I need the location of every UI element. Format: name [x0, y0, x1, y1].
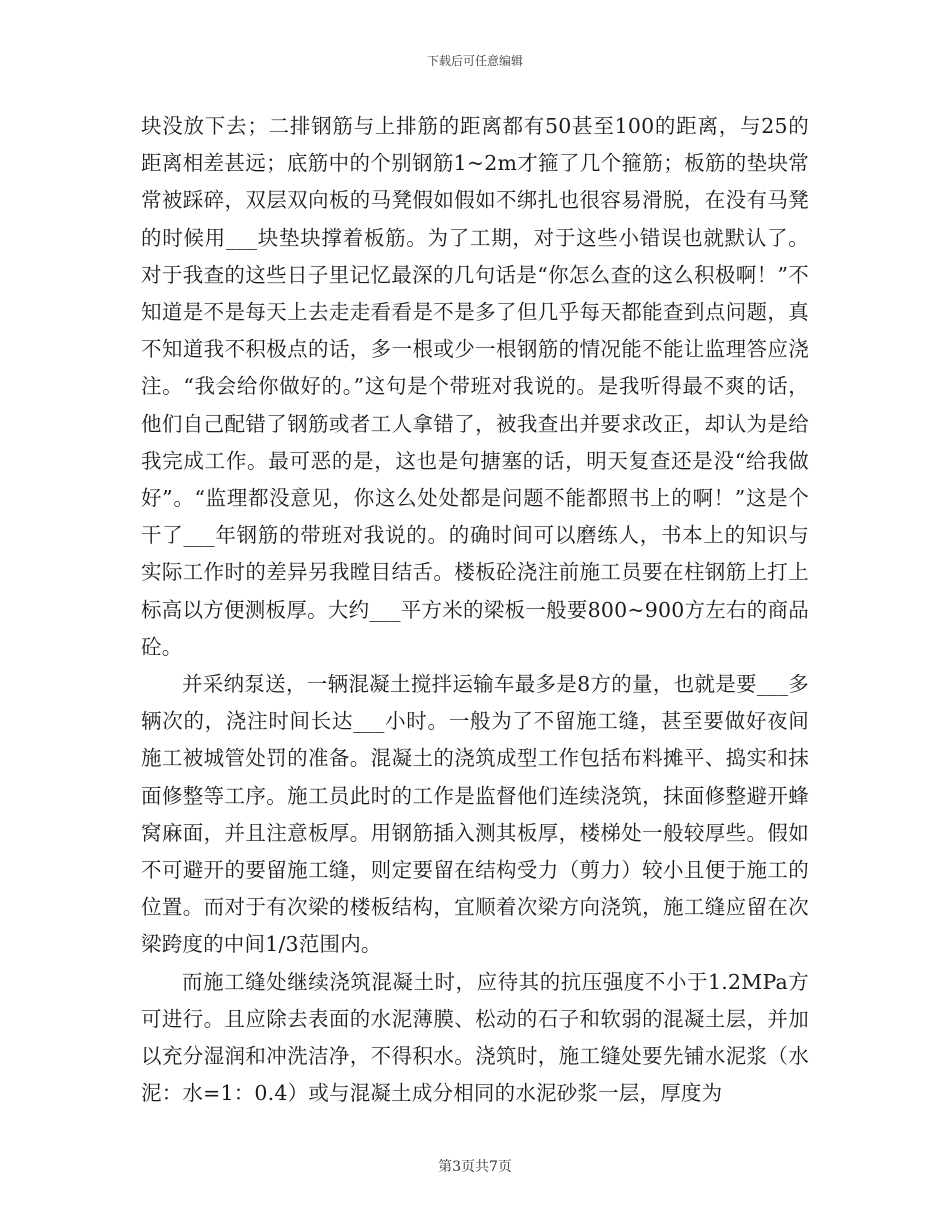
paragraph-2: 并采纳泵送，一辆混凝土搅拌运输车最多是8方的量，也就是要___多辆次的，浇注时间长达___小时。一般为了不留施工缝，甚至要做好夜间施工被城管处罚的准备。混凝土的浇筑成型工作包括布料摊平、捣实和抹面修整等工序。施工员此时的工作是监督他们连续浇筑，抹面修整避开蜂窝麻面，并且注意板厚。用钢筋插入测其板厚，楼梯处一般较厚些。假如不可避开的要留施工缝，则定要留在结构受力（剪力）较小且便于施工的位置。而对于有次梁的楼板结构，宜顺着次梁方向浇筑，施工缝应留在次梁跨度的中间1/3范围内。: [141, 672, 809, 957]
page-footer: 第3页共7页: [438, 1159, 512, 1175]
page-header: 下载后可任意编辑: [426, 54, 523, 68]
paragraph-1: 块没放下去；二排钢筋与上排筋的距离都有50甚至100的距离，与25的距离相差甚远；底筋中的个别钢筋1~2m才箍了几个箍筋；板筋的垫块常常被踩碎，双层双向板的马凳假如假如不绑扎也很容易滑脱，在没有马凳的时候用___块垫块撑着板筋。为了工期，对于这些小错误也就默认了。对于我查的这些日子里记忆最深的几句话是“你怎么查的这么积极啊！”不知道是不是每天上去走走看看是不是多了但几乎每天都能查到点问题，真不知道我不积极点的话，多一根或少一根钢筋的情况能不能让监理答应浇注。“我会给你做好的。”这句是个带班对我说的。是我听得最不爽的话，他们自己配错了钢筋或者工人拿错了，被我查出并要求改正，却认为是给我完成工作。最可恶的是，这也是句搪塞的话，明天复查还是没“给我做好”。“监理都没意见，你这么处处都是问题不能都照书上的啊！”这是个干了___年钢筋的带班对我说的。的确时间可以磨练人，书本上的知识与实际工作时的差异另我瞠目结舌。楼板砼浇注前施工员要在柱钢筋上打上标高以方便测板厚。大约___平方米的梁板一般要800~900方左右的商品砼。: [141, 114, 809, 659]
paragraph-3: 而施工缝处继续浇筑混凝土时，应待其的抗压强度不小于1.2MPa方可进行。且应除去表面的水泥薄膜、松动的石子和软弱的混凝土层，并加以充分湿润和冲洗洁净，不得积水。浇筑时，施工缝处要先铺水泥浆（水泥：水=1：0.4）或与混凝土成分相同的水泥砂浆一层，厚度为: [141, 969, 809, 1106]
document-body: [141, 108, 809, 1112]
